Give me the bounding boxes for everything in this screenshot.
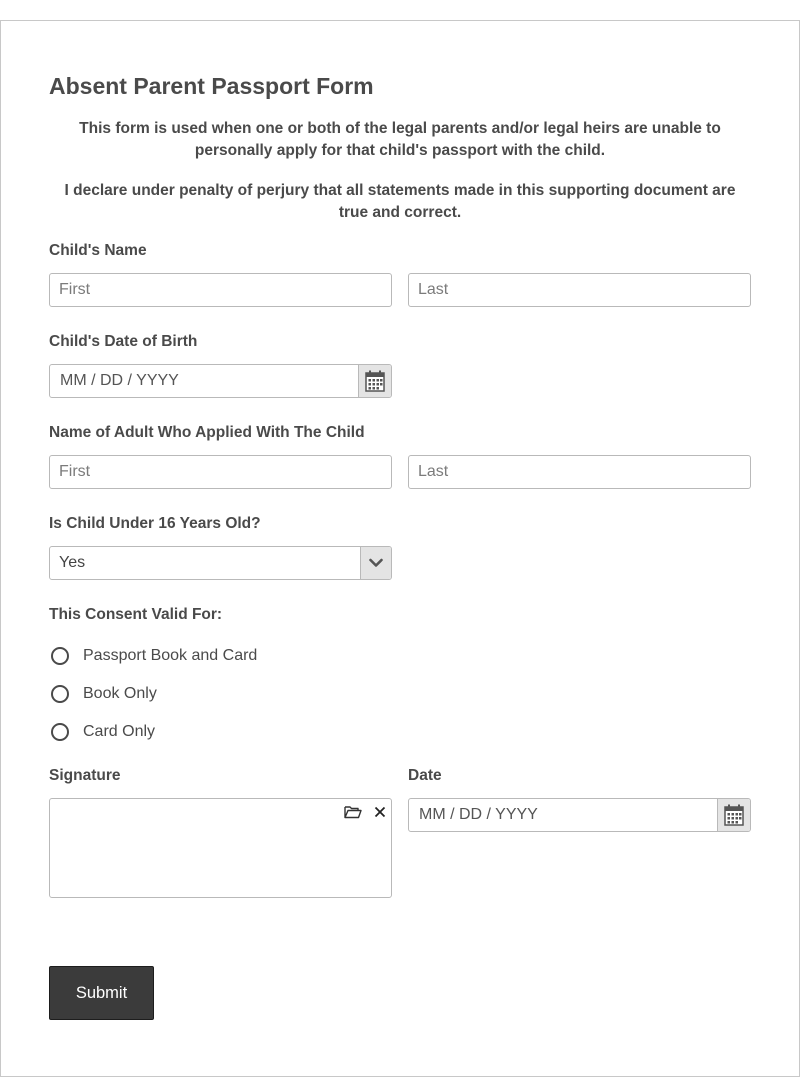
chevron-down-icon <box>369 558 383 568</box>
perjury-declaration: I declare under penalty of perjury that all statements made in this supporting document are true and correct. <box>64 182 736 221</box>
date-input[interactable] <box>409 799 717 831</box>
under-16-select[interactable] <box>49 546 392 580</box>
adult-name-label: Name of Adult Who Applied With The Child <box>49 424 365 441</box>
adult-last-name-input[interactable] <box>408 455 751 489</box>
submit-button[interactable]: Submit <box>49 966 154 1020</box>
form-title: Absent Parent Passport Form <box>49 73 374 99</box>
child-dob-field <box>49 364 392 398</box>
close-icon <box>374 806 386 818</box>
radio-button[interactable] <box>51 685 69 703</box>
consent-option-card-only[interactable] <box>49 720 155 744</box>
child-last-name-input[interactable] <box>408 273 751 307</box>
signature-upload-button[interactable] <box>344 804 362 820</box>
form-description: This form is used when one or both of the legal parents and/or legal heirs are unable to personally apply for that child's passport with the child. <box>79 120 721 159</box>
adult-first-name-input[interactable] <box>49 455 392 489</box>
calendar-icon <box>365 370 385 392</box>
date-label: Date <box>408 767 442 784</box>
date-field <box>408 798 751 832</box>
signature-clear-button[interactable] <box>371 804 389 820</box>
child-dob-label: Child's Date of Birth <box>49 333 198 350</box>
child-dob-calendar-button[interactable] <box>358 365 391 397</box>
under-16-label: Is Child Under 16 Years Old? <box>49 515 261 532</box>
radio-button[interactable] <box>51 647 69 665</box>
signature-label: Signature <box>49 767 121 784</box>
child-name-label: Child's Name <box>49 242 147 259</box>
consent-option-book-and-card[interactable] <box>49 644 257 668</box>
consent-label: This Consent Valid For: <box>49 606 223 623</box>
consent-option-label: Card Only <box>83 723 156 740</box>
under-16-selected-value: Yes <box>59 554 86 571</box>
consent-option-book-only[interactable] <box>49 682 157 706</box>
consent-option-label: Book Only <box>83 685 157 702</box>
signature-pad[interactable] <box>49 798 392 898</box>
consent-option-label: Passport Book and Card <box>83 647 258 664</box>
folder-open-icon <box>344 805 362 819</box>
under-16-dropdown-button[interactable] <box>360 547 391 579</box>
child-first-name-input[interactable] <box>49 273 392 307</box>
child-dob-input[interactable] <box>50 365 358 397</box>
radio-button[interactable] <box>51 723 69 741</box>
calendar-icon <box>724 804 744 826</box>
date-calendar-button[interactable] <box>717 799 750 831</box>
